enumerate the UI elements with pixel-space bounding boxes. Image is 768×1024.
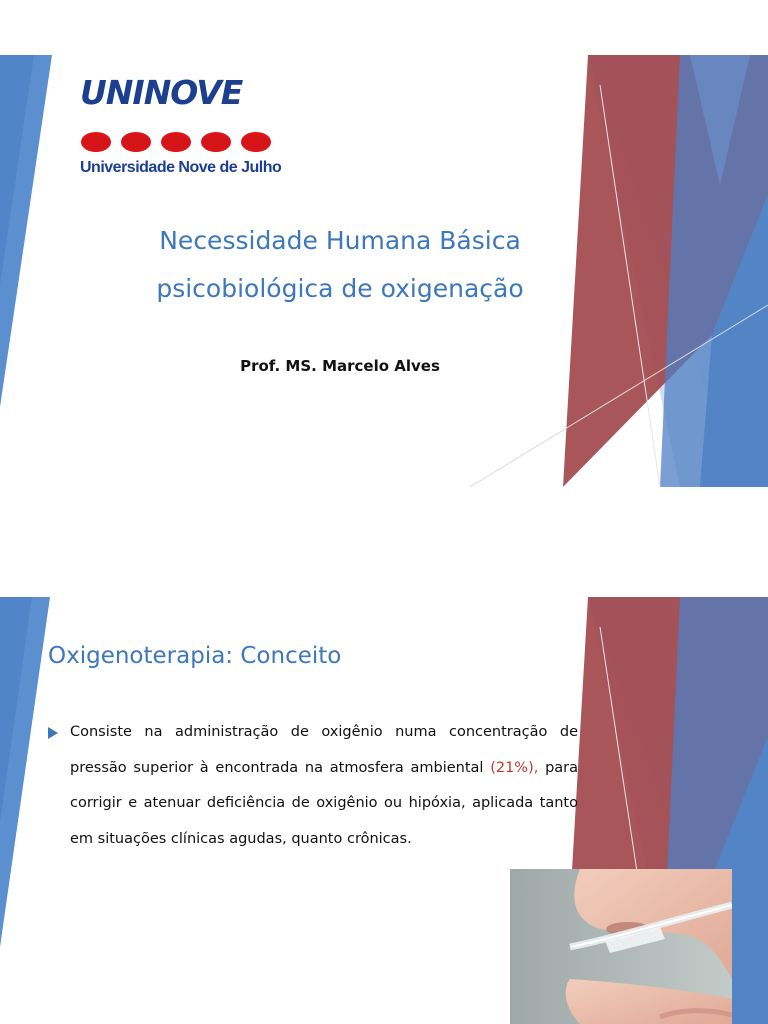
title-line-1: Necessidade Humana Básica (159, 226, 521, 255)
logo-dots-icon (80, 131, 274, 153)
oxygen-percent-highlight: (21%), (490, 759, 539, 776)
logo-wordmark: UNINOVE (80, 73, 243, 112)
logo-subtitle: Universidade Nove de Julho (80, 159, 282, 176)
author-name: Prof. MS. Marcelo Alves (240, 357, 440, 375)
title-line-2: psicobiológica de oxigenação (156, 274, 524, 303)
triangle-bullet-icon (48, 727, 58, 739)
section-title: Oxigenoterapia: Conceito (48, 643, 342, 669)
bullet-text (70, 715, 578, 857)
slide-title (100, 217, 580, 313)
concept-slide (0, 597, 768, 1024)
title-slide (0, 55, 768, 487)
bullet-text-start: Consiste na administração de oxigênio numa concentração de pressão superior à encontrada na atmosfera ambiental (70, 724, 578, 776)
bullet-text-end: para corrigir e atenuar deficiência de oxigênio ou hipóxia, aplicada tanto em situações clínicas agudas, quanto crônicas. (70, 759, 579, 847)
nasal-cannula-photo (510, 869, 732, 1024)
uninove-logo (80, 73, 282, 176)
